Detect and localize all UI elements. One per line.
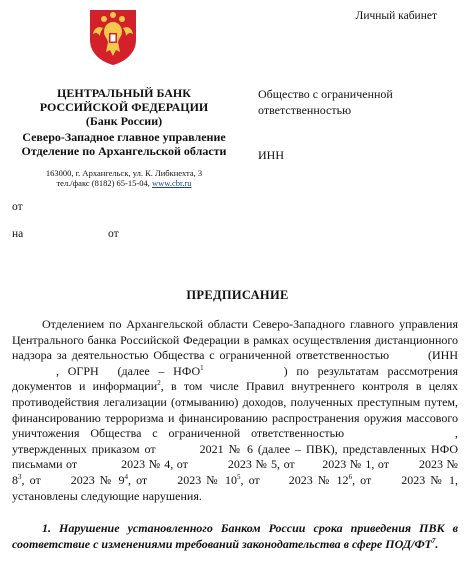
- body-text: представленных НФО письмами от: [12, 441, 458, 472]
- website-link[interactable]: www.cbr.ru: [151, 178, 192, 188]
- body-text: противодействия легализации (отмыванию) доходов, полученных преступным: [12, 394, 421, 409]
- body-text: 2023 № 9: [70, 472, 125, 487]
- branch-name-line: Северо-Западное главное управление: [22, 130, 226, 144]
- violation-heading: 1. Нарушение установленного Банком России срока приведения ПВК в соответствие с изменениями требований законодательства в сфере ПОД/$ФТ^7$.: [12, 521, 458, 551]
- bank-short-name: (Банк России): [85, 114, 163, 128]
- footnote-ref[interactable]: 7: [431, 537, 436, 545]
- sender-contacts: [20, 178, 228, 189]
- body-text: , от: [21, 472, 41, 487]
- body-text: документов и информации: [12, 379, 158, 394]
- footnote-ref[interactable]: 6: [348, 472, 353, 481]
- branch-name-line: Отделение по Архангельской области: [21, 144, 227, 158]
- body-text: , ОГРН: [56, 363, 99, 378]
- body-text: осуществления дистанционного надзора за деятельностью Общества с: [12, 332, 458, 363]
- body-text: ) по результатам рассмотрения: [283, 363, 458, 378]
- body-text: 2023 № 10: [177, 472, 237, 487]
- reply-date-label: от: [108, 228, 119, 240]
- reply-to-label: на: [12, 228, 24, 240]
- bank-name-line: РОССИЙСКОЙ ФЕДЕРАЦИИ: [39, 100, 209, 114]
- body-text: управления Центрального банка Российской Федерации в рамках: [12, 317, 458, 347]
- violation-heading-text: 1. Нарушение установленного Банком России срока приведения ПВК в соответствие с изменениями требований законодательства в сфере ПОД/ФТ: [12, 521, 458, 551]
- body-text: , утвержденных приказом от: [12, 426, 458, 456]
- body-text: 2023 № 4, от: [121, 457, 188, 472]
- body-text: 2023 № 1, установлены следующие нарушения.: [12, 472, 459, 503]
- recipient-org-type: Общество с ограниченной ответственностью: [258, 87, 393, 117]
- doc-date-label: от: [12, 201, 23, 213]
- body-text: , от: [127, 472, 148, 487]
- footnote-ref[interactable]: 5: [236, 472, 241, 481]
- footnote-ref[interactable]: 4: [124, 472, 128, 481]
- body-text: 2021 № 6 (далее – ПВК),: [199, 441, 338, 456]
- body-text: 2023 № 12: [288, 472, 349, 487]
- body-text: 2023 № 5, от: [227, 457, 295, 472]
- footnote-ref[interactable]: 2: [157, 379, 161, 388]
- body-text: Отделением по Архангельской области Северо-Западного главного: [42, 317, 395, 331]
- footnote-ref[interactable]: 3: [18, 472, 22, 481]
- coat-of-arms-icon: [86, 6, 140, 66]
- body-text: оружия массового уничтожения Общества с ограниченной ответственностью: [12, 410, 458, 441]
- body-text: , от: [240, 472, 260, 487]
- body-text: ограниченной ответственностью: [219, 348, 390, 363]
- recipient-inn-label: ИНН: [258, 148, 284, 162]
- body-text: 2023 № 8: [12, 457, 459, 487]
- body-text: (ИНН: [428, 348, 459, 363]
- bank-name-line: ЦЕНТРАЛЬНЫЙ БАНК: [57, 86, 191, 100]
- sender-address: 163000, г. Архангельск, ул. К. Либкнехта, 3: [45, 168, 203, 178]
- body-text: 2023 № 1, от: [322, 457, 389, 472]
- body-text: (далее – НФО: [117, 363, 201, 378]
- prescription-body: [12, 317, 458, 504]
- footnote-ref[interactable]: 1: [200, 363, 204, 372]
- body-text: , в том числе Правил внутреннего контроля в целях: [160, 379, 459, 394]
- body-text: путем, финансированию терроризма и финансированию распространения: [12, 394, 459, 425]
- body-text: , от: [352, 472, 372, 487]
- document-title: ПРЕДПИСАНИЕ: [186, 288, 289, 302]
- phone-fax: тел./факс (8182) 65-15-04,: [56, 178, 150, 188]
- personal-cabinet-label: Личный кабинет: [355, 10, 437, 22]
